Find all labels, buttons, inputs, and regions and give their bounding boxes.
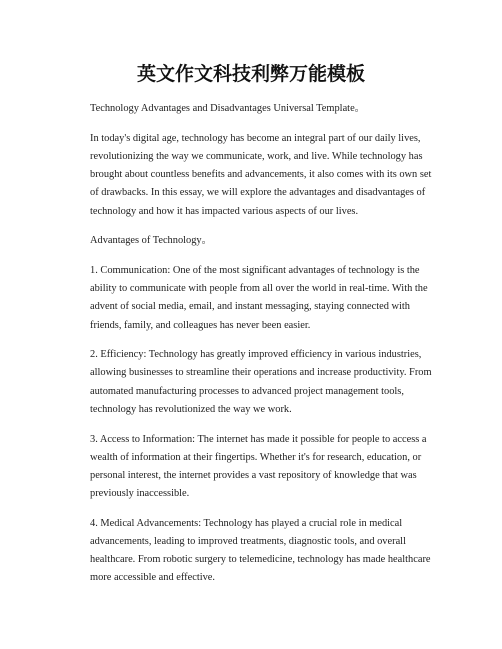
information-access-paragraph: 3. Access to Information: The internet has made it possible for people to access a wealth of information at their fingertips. Whether it's for research, education, or personal interest, the internet provides a vast repository of knowledge that was previously inaccessible.	[90, 433, 427, 500]
intro-paragraph: In today's digital age, technology has become an integral part of our daily lives, revolutionizing the way we communicate, work, and live. While technology has brought about countless benefits and advancements, it also comes with its own set of drawbacks. In this essay, we will explore the advantages and disadvantages of technology and how it has impacted various aspects of our lives.	[90, 132, 432, 217]
document-title: 英文作文科技利弊万能模板	[136, 63, 365, 85]
document-body	[90, 100, 436, 599]
subtitle-paragraph: Technology Advantages and Disadvantages Universal Template。	[90, 103, 366, 114]
advantages-heading: Advantages of Technology。	[90, 235, 213, 247]
communication-paragraph: 1. Communication: One of the most significant advantages of technology is the ability to communicate with people from all over the world in real-time. With the advent of social media, email, and instant messaging, staying connected with friends, family, and colleagues has never been easier.	[90, 264, 428, 331]
medical-advancements-paragraph: 4. Medical Advancements: Technology has played a crucial role in medical advancements, leading to improved treatments, diagnostic tools, and overall healthcare. From robotic surgery to telemedicine, technology has made healthcare more accessible and effective.	[90, 517, 431, 584]
efficiency-paragraph: 2. Efficiency: Technology has greatly improved efficiency in various industries, allowing businesses to streamline their operations and increase productivity. From automated manufacturing processes to advanced project management tools, technology has revolutionized the way we work.	[90, 349, 432, 415]
